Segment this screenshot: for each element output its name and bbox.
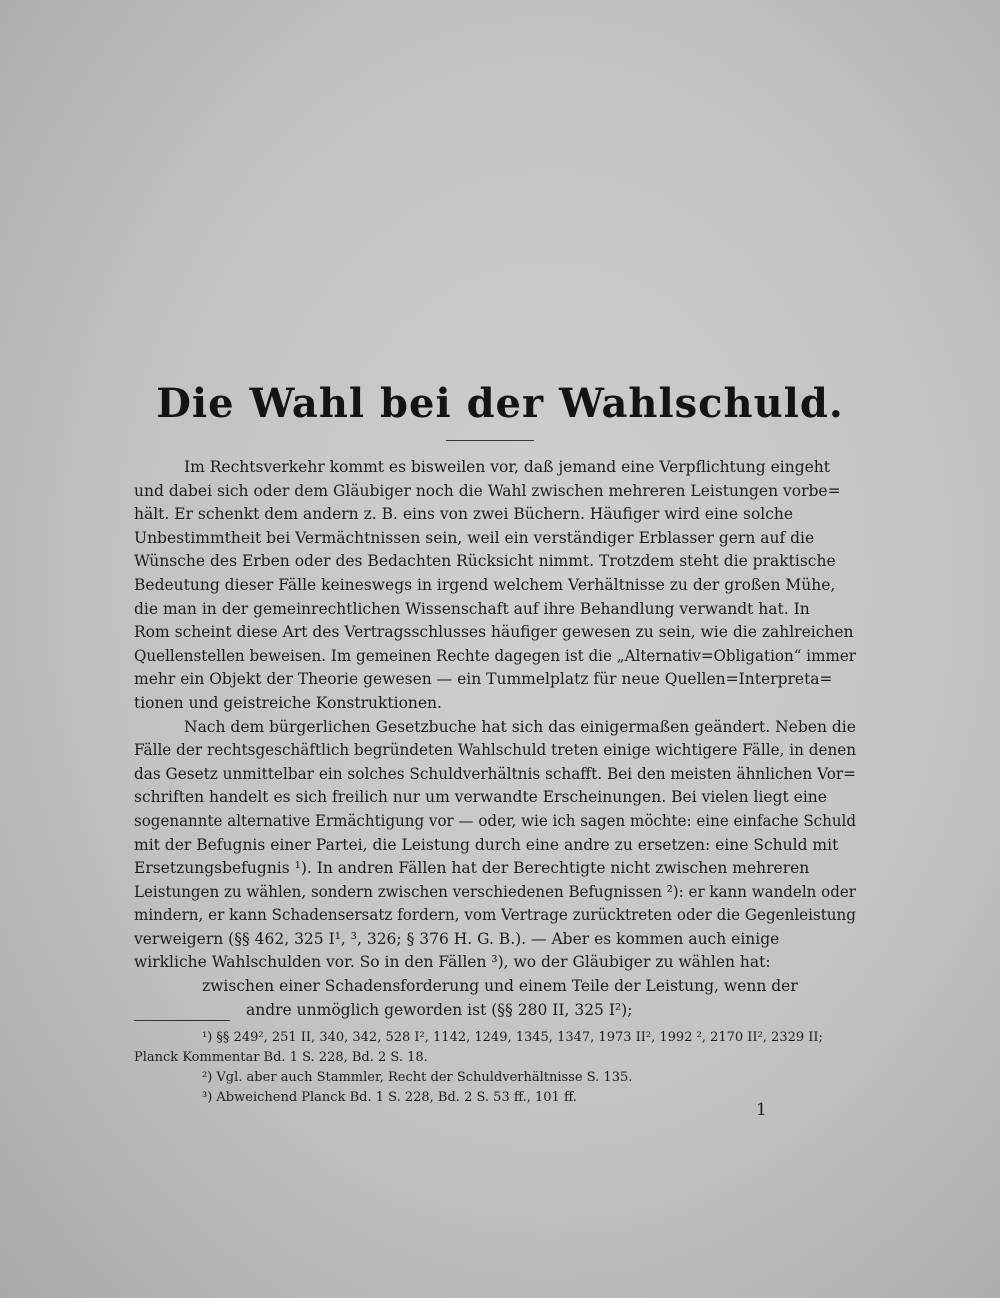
text-line: Fälle der rechtsgeschäftlich begründeten Wahlschuld treten einige wichtigere Fälle, in denen: [134, 741, 857, 760]
body-text: [134, 456, 856, 1022]
text-line: Nach dem bürgerlichen Gesetzbuche hat sich das einigermaßen geändert. Neben die: [184, 717, 856, 736]
text-line: Bedeutung dieser Fälle keineswegs in irgend welchem Verhältnisse zu der großen Mühe,: [134, 575, 836, 594]
paragraph-1: [134, 456, 856, 716]
text-line: die man in der gemeinrechtlichen Wissenschaft auf ihre Behandlung verwandt hat. In: [134, 599, 810, 618]
text-line: hält. Er schenkt dem andern z. B. eins von zwei Büchern. Häufiger wird eine solche: [134, 505, 794, 524]
text-line: mit der Befugnis einer Partei, die Leistung durch eine andre zu ersetzen: eine Schuld mit: [134, 835, 839, 854]
text-line: tionen und geistreiche Konstruktionen.: [134, 693, 442, 712]
footnote-2: ²) Vgl. aber auch Stammler, Recht der Schuldverhältnisse S. 135.: [202, 1070, 633, 1085]
text-line: Quellenstellen beweisen. Im gemeinen Rechte dagegen ist die „Alternativ=Obligation“ immer: [134, 646, 857, 665]
text-line: andre unmöglich geworden ist (§§ 280 II, 325 I²);: [246, 1000, 633, 1019]
page-title: Die Wahl bei der Wahlschuld.: [156, 380, 844, 427]
footnote-rule: [134, 1020, 230, 1021]
footnote-3: ³) Abweichend Planck Bd. 1 S. 228, Bd. 2 S. 53 ff., 101 ff.: [202, 1090, 577, 1105]
text-line: Unbestimmtheit bei Vermächtnissen sein, weil ein verständiger Erblasser gern auf die: [134, 528, 815, 547]
text-line: und dabei sich oder dem Gläubiger noch die Wahl zwischen mehreren Leistungen vorbe=: [134, 481, 841, 500]
paragraph-2: [134, 716, 856, 976]
text-line: verweigern (§§ 462, 325 I¹, ³, 326; § 376 H. G. B.). — Aber es kommen auch einige: [134, 929, 780, 948]
text-line: zwischen einer Schadensforderung und einem Teile der Leistung, wenn der: [202, 977, 798, 996]
text-line: mehr ein Objekt der Theorie gewesen — ein Tummelplatz für neue Quellen=Interpreta=: [134, 670, 833, 689]
text-line: mindern, er kann Schadensersatz fordern, vom Vertrage zurücktreten oder die Gegenleistung: [134, 906, 856, 925]
text-line: schriften handelt es sich freilich nur um verwandte Erscheinungen. Bei vielen liegt eine: [134, 788, 827, 807]
footnote-1: ¹) §§ 249², 251 II, 340, 342, 528 I², 1142, 1249, 1345, 1347, 1973 II², 1992 ², 2170 II², 2329 II;: [202, 1030, 823, 1045]
text-line: Rom scheint diese Art des Vertragsschlusses häufiger gewesen zu sein, wie die zahlreichen: [134, 623, 854, 642]
text-line: Wünsche des Erben oder des Bedachten Rücksicht nimmt. Trotzdem steht die praktische: [134, 552, 836, 571]
text-line: das Gesetz unmittelbar ein solches Schuldverhältnis schafft. Bei den meisten ähnlichen Vor=: [134, 764, 856, 783]
footnote-1-continued: Planck Kommentar Bd. 1 S. 228, Bd. 2 S. 18.: [134, 1050, 428, 1065]
text-line: Ersetzungsbefugnis ¹). In andren Fällen hat der Berechtigte nicht zwischen mehreren: [134, 859, 810, 878]
page-number: 1: [756, 1100, 767, 1120]
text-line: wirkliche Wahlschulden vor. So in den Fällen ³), wo der Gläubiger zu wählen hat:: [134, 953, 771, 972]
text-line: Leistungen zu wählen, sondern zwischen verschiedenen Befugnissen ²): er kann wandeln oder: [134, 882, 856, 901]
text-line: sogenannte alternative Ermächtigung vor — oder, wie ich sagen möchte: eine einfache Schuld: [134, 811, 856, 830]
text-line: Im Rechtsverkehr kommt es bisweilen vor, daß jemand eine Verpflichtung eingeht: [184, 458, 831, 476]
enumeration-item: [134, 975, 856, 1022]
title-rule: [446, 440, 534, 441]
footnotes: [134, 1028, 856, 1108]
